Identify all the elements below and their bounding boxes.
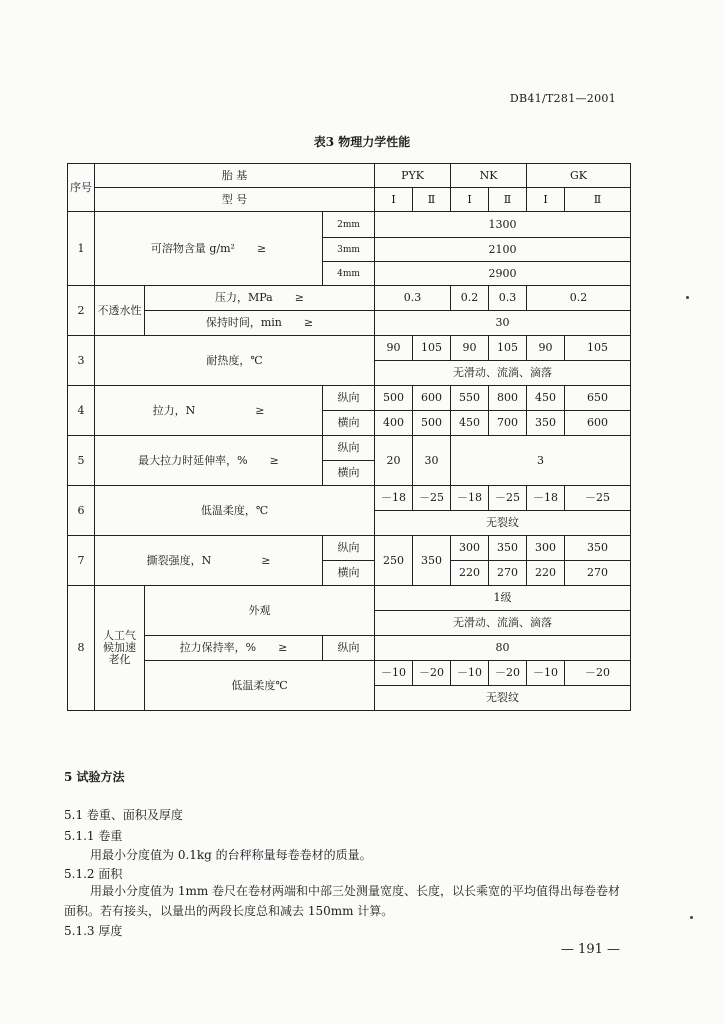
paragraph-5-1-2: 用最小分度值为 1mm 卷尺在卷材两端和中部三处测量宽度、长度，以长乘宽的平均值得出每卷卷材面积。若有接头，以量出的两段长度总和减去 150mm 计算。	[64, 884, 621, 918]
table-row: 保持时间，min ≥ 30	[68, 311, 631, 336]
table-caption: 表3 物理力学性能	[313, 135, 411, 149]
document-id: DB41/T281—2001	[509, 92, 616, 105]
table-row: 7 撕裂强度，N ≥ 纵向 250 350 300 350 300 350	[68, 536, 631, 561]
table-row: 6 低温柔度，℃ －18 －25 －18 －25 －18 －25	[68, 486, 631, 511]
table-row: 4 拉力，N ≥ 纵向 500 600 550 800 450 650	[68, 386, 631, 411]
table-row: 3 耐热度，℃ 90 105 90 105 90 105	[68, 336, 631, 361]
table-row: 无滑动、流淌、滴落	[68, 611, 631, 636]
table-row: 1 可溶物含量 g/m² ≥ 2mm 1300	[68, 212, 631, 238]
section-5-1-1-title: 5.1.1 卷重	[64, 829, 123, 843]
table-row: 8 人工气候加速老化 外观 1级	[68, 586, 631, 611]
table-row: 2 不透水性 压力，MPa ≥ 0.3 0.2 0.3 0.2	[68, 286, 631, 311]
col-seq-header: 序号	[68, 164, 95, 212]
table-row: 序号 胎 基 PYK NK GK	[68, 164, 631, 188]
table-row: 横向 400 500 450 700 350 600	[68, 411, 631, 436]
table-row: 5 最大拉力时延伸率，% ≥ 纵向 20 30 3	[68, 436, 631, 461]
section-5-1-2-title: 5.1.2 面积	[64, 867, 123, 881]
table-row: 无裂纹	[68, 511, 631, 536]
section-5-1-title: 5.1 卷重、面积及厚度	[64, 808, 183, 822]
table-row: 型 号 Ⅰ Ⅱ Ⅰ Ⅱ Ⅰ Ⅱ	[68, 188, 631, 212]
col-model-header: 型 号	[95, 188, 375, 212]
scan-speck	[686, 296, 689, 299]
table-row: 低温柔度℃ －10 －20 －10 －20 －10 －20	[68, 661, 631, 686]
paragraph-5-1-1: 用最小分度值为 0.1kg 的台秤称量每卷卷材的质量。	[90, 848, 372, 862]
section-5-title: 5 试验方法	[64, 770, 125, 784]
properties-table	[67, 163, 631, 711]
table-row: 横向 220 270 220 270	[68, 561, 631, 586]
table-row: 拉力保持率，% ≥ 纵向 80	[68, 636, 631, 661]
table-row: 横向	[68, 461, 631, 486]
table-row: 4mm 2900	[68, 262, 631, 286]
scan-speck	[690, 916, 693, 919]
page-number: — 191 —	[560, 942, 620, 957]
table-row: 无裂纹	[68, 686, 631, 711]
col-base-header: 胎 基	[95, 164, 375, 188]
section-5-1-3-title: 5.1.3 厚度	[64, 924, 123, 938]
table-row: 无滑动、流淌、滴落	[68, 361, 631, 386]
table-row: 3mm 2100	[68, 238, 631, 262]
